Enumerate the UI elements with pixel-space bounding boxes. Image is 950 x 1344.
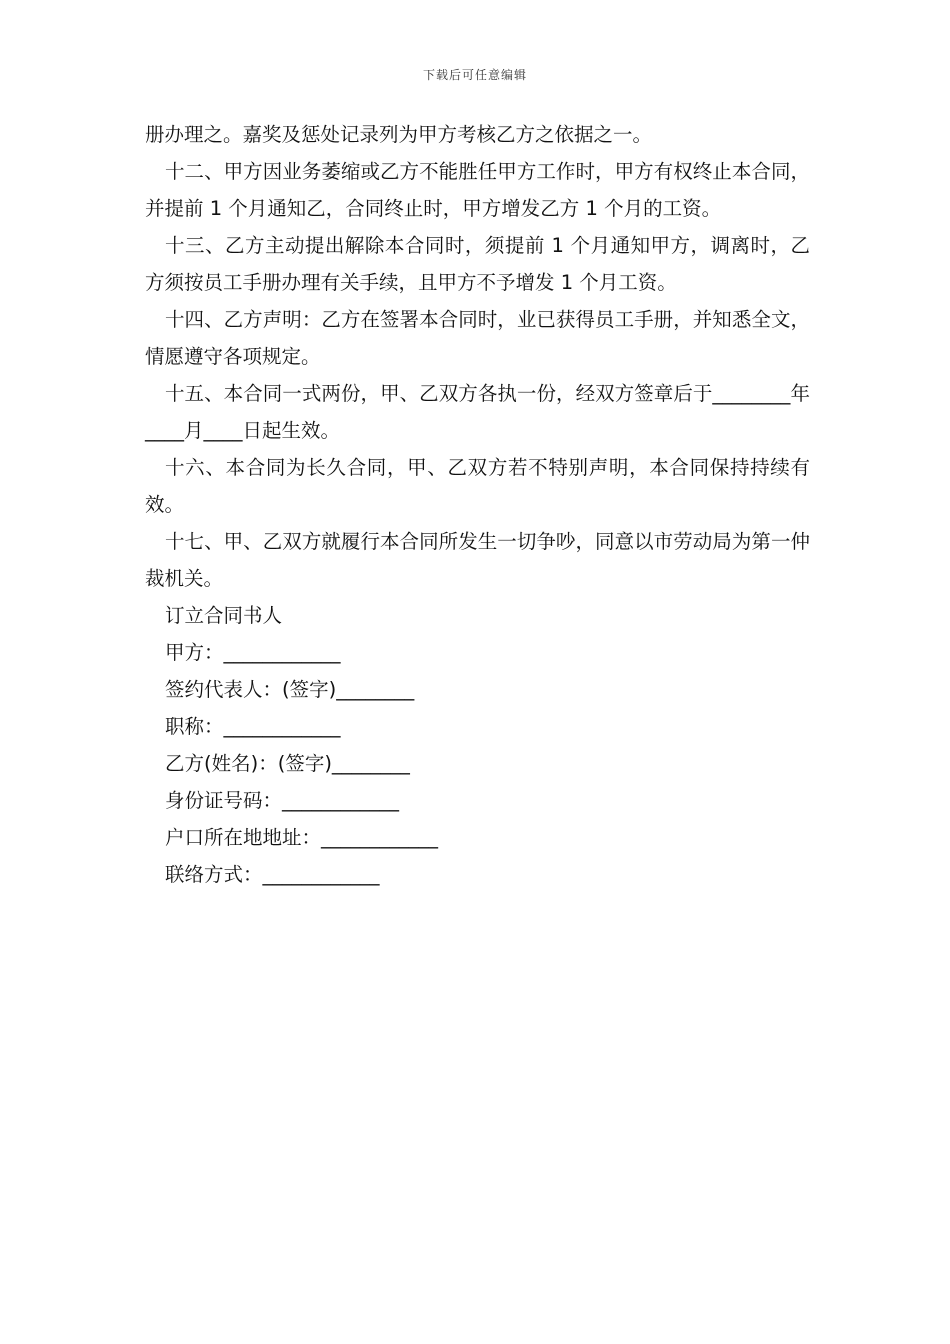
clause-16: 十六、本合同为长久合同，甲、乙双方若不特别声明，本合同保持持续有效。 [145, 456, 810, 516]
clause-17: 十七、甲、乙双方就履行本合同所发生一切争吵，同意以市劳动局为第一仲裁机关。 [145, 530, 810, 590]
clause-12: 十二、甲方因业务萎缩或乙方不能胜任甲方工作时，甲方有权终止本合同，并提前 1 个月通知乙，合同终止时，甲方增发乙方 1 个月的工资。 [145, 160, 810, 220]
party-b-name-field: 乙方(姓名)：(签字)________ [165, 752, 410, 775]
signing-representative-field: 签约代表人：(签字)________ [165, 678, 415, 701]
id-number-field: 身份证号码：____________ [165, 789, 400, 812]
page-header: 下载后可任意编辑 [422, 68, 527, 82]
clause-14: 十四、乙方声明：乙方在签署本合同时，业已获得员工手册，并知悉全文，情愿遵守各项规定。 [145, 308, 810, 368]
document-body [145, 116, 810, 893]
clause-15: 十五、本合同一式两份，甲、乙双方各执一份，经双方签章后于________年____月____日起生效。 [145, 382, 810, 442]
paragraph-continuation: 册办理之。嘉奖及惩处记录列为甲方考核乙方之依据之一。 [145, 123, 653, 146]
party-a-field: 甲方：____________ [165, 641, 341, 664]
signature-block [145, 597, 810, 893]
job-title-field: 职称：____________ [165, 715, 341, 738]
clause-13: 十三、乙方主动提出解除本合同时，须提前 1 个月通知甲方，调离时，乙方须按员工手册办理有关手续，且甲方不予增发 1 个月工资。 [145, 234, 810, 294]
household-address-field: 户口所在地地址：____________ [165, 826, 439, 849]
signature-heading: 订立合同书人 [165, 604, 283, 627]
contact-field: 联络方式：____________ [165, 863, 380, 886]
